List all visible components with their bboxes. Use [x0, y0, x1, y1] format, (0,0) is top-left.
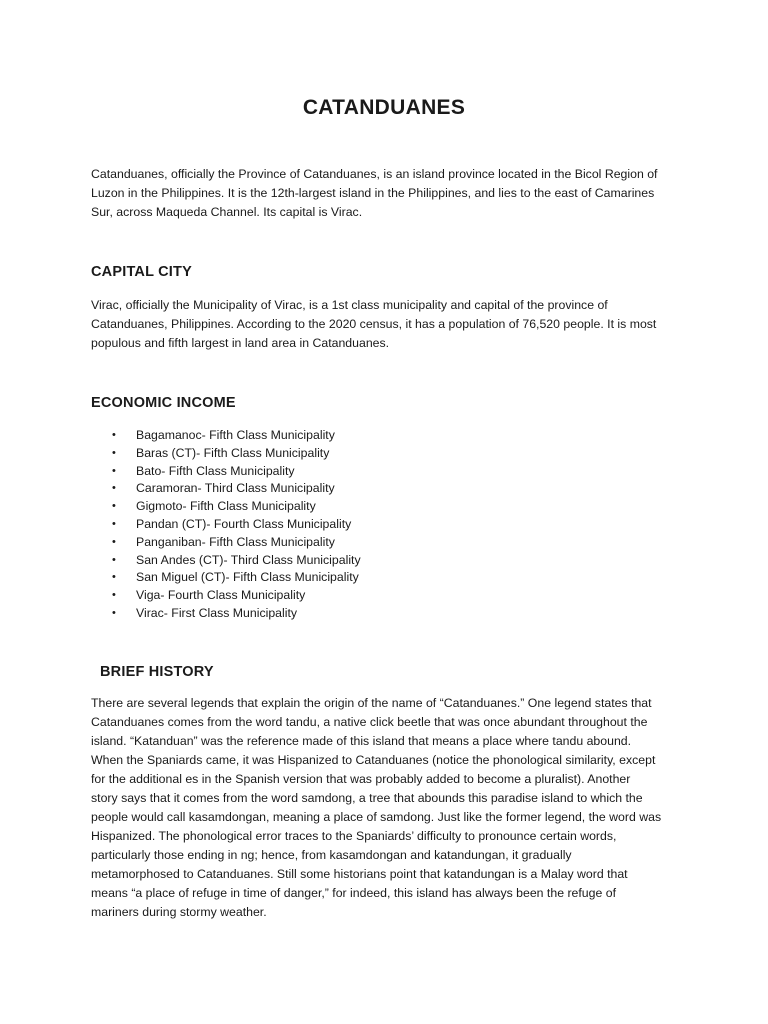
economic-income-list	[112, 427, 361, 623]
list-item	[112, 534, 361, 552]
list-item-text: Pandan (CT)- Fourth Class Municipality	[136, 516, 352, 531]
list-item	[112, 480, 361, 498]
list-item-text: Bato- Fifth Class Municipality	[136, 463, 295, 478]
list-item-text: Caramoran- Third Class Municipality	[136, 481, 335, 496]
list-item-text: Panganiban- Fifth Class Municipality	[136, 534, 335, 549]
list-item	[112, 605, 361, 623]
page-title: CATANDUANES	[302, 96, 466, 119]
bullet-icon: •	[112, 571, 116, 584]
bullet-icon: •	[112, 429, 116, 441]
list-item	[112, 587, 361, 605]
bullet-icon: •	[112, 446, 116, 459]
list-item-text: Bagamanoc- Fifth Class Municipality	[136, 428, 335, 442]
brief-history-paragraph: There are several legends that explain the origin of the name of “Catanduanes.” One legend states that Catanduanes comes from the word tandu, a native click beetle that was once abundant throughout the island. “Katanduan” was the reference made of this island that means a place where tandu abound. When the Spaniards came, it was Hispanized to Catanduanes (notice the phonological similarity, except for the additional es in the Spanish version that was probably added to become a pluralist). Another story says that it comes from the word samdong, a tree that abounds this paradise island to which the people would call kasamdongan, meaning a place of samdong. Just like the former legend, the word was Hispanized. The phonological error traces to the Spaniards’ difficulty to pronounce certain words, particularly those ending in ng; hence, from kasamdongan and katandungan, it gradually metamorphosed to Catanduanes. Still some historians point that katandungan is a Malay word that means “a place of refuge in time of danger,” for indeed, this island has always been the refuge of mariners during stormy weather.	[91, 696, 662, 919]
list-item-text: Viga- Fourth Class Municipality	[136, 588, 306, 603]
bullet-icon: •	[112, 517, 116, 530]
list-item-text: Baras (CT)- Fifth Class Municipality	[136, 445, 330, 460]
bullet-icon: •	[112, 606, 116, 619]
bullet-icon: •	[112, 553, 116, 566]
bullet-icon: •	[112, 589, 116, 602]
list-item	[112, 516, 361, 534]
list-item	[112, 498, 361, 516]
capital-city-paragraph: Virac, officially the Municipality of Virac, is a 1st class municipality and capital of the province of Catanduanes, Philippines. According to the 2020 census, it has a population of 76,520 people. It is most populous and fifth largest in land area in Catanduanes.	[91, 298, 657, 350]
list-item	[112, 427, 361, 445]
bullet-icon: •	[112, 482, 116, 495]
capital-city-heading: CAPITAL CITY	[91, 264, 192, 280]
bullet-icon: •	[112, 535, 116, 548]
list-item	[112, 445, 361, 463]
bullet-icon: •	[112, 500, 116, 513]
economic-income-heading: ECONOMIC INCOME	[91, 395, 236, 411]
list-item-text: Gigmoto- Fifth Class Municipality	[136, 499, 316, 514]
list-item	[112, 463, 361, 481]
brief-history-heading: BRIEF HISTORY	[100, 664, 214, 680]
list-item-text: San Andes (CT)- Third Class Municipality	[136, 552, 361, 567]
list-item-text: San Miguel (CT)- Fifth Class Municipality	[136, 570, 359, 585]
list-item-text: Virac- First Class Municipality	[136, 605, 298, 620]
list-item	[112, 569, 361, 587]
intro-paragraph: Catanduanes, officially the Province of Catanduanes, is an island province located in the Bicol Region of Luzon in the Philippines. It is the 12th-largest island in the Philippines, and lies to the east of Camarines Sur, across Maqueda Channel. Its capital is Virac.	[91, 167, 658, 219]
list-item	[112, 552, 361, 570]
bullet-icon: •	[112, 464, 116, 477]
